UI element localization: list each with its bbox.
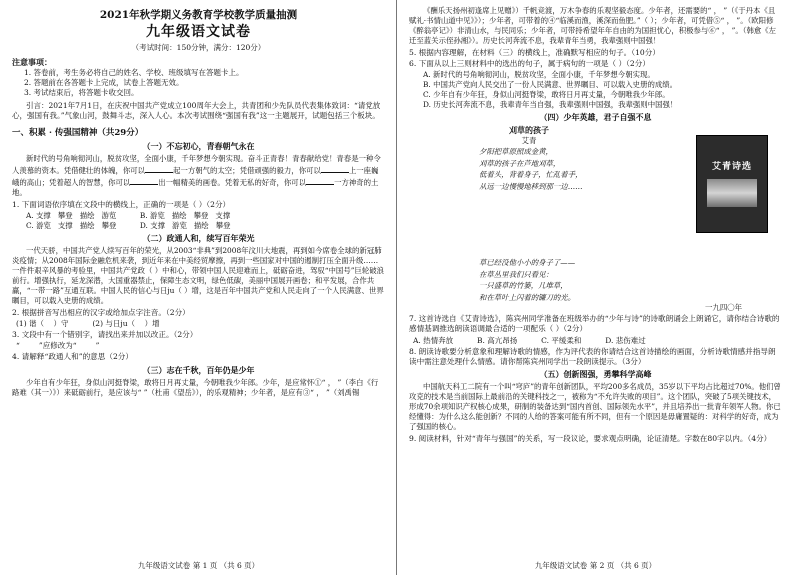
notice-item: 2. 答题前在各答题卡上完成，试卷上答题无效。 — [24, 78, 184, 88]
poem-line: 刈草的孩子在芦地刈草， — [479, 158, 561, 168]
poem-line: 和在草叶上闪着的镰刀的光。 — [479, 292, 576, 302]
question-9: 9. 阅读材料，针对“青年与强国”的关系，写一段议论，要求观点明确，论证清楚。字数在80字以内。（4分） — [409, 433, 772, 443]
section3-continued-text: 《酬乐天扬州初逢席上见赠》）千帆竞渡，万木争春的乐观坚毅态度。少年者，还需要的“ ， ”（《于丹本《且赋礼·书情山道中见》》）；少年者，可带着的④“临溪而渔，溪深而鱼肥。”（ ）；少年者，可凭借⑤“ ， ”。（欧阳修《醉翁亭记》）非清山水，与民同乐；少年者，可带持希望年年自由的为国担忧心，积极参与⑥“ ， ”。（韩愈《左迁至蓝关示侄孙湘》）。历史长河奔流不息，我辈青年当勇，我辈强则中国强！ — [409, 6, 777, 45]
question-3-fill: “ ”应修改为“ ” — [16, 341, 100, 351]
poem-date: 一九四〇年 — [705, 303, 742, 313]
page2-footer: 九年级语文试卷 第 2 页 （共 6 页） — [534, 560, 657, 570]
question-3: 3. 文段中有一个错别字，请找出来并加以改正。（2分） — [12, 330, 198, 340]
exam-info: （考试时间：150分钟，满分：120分） — [131, 43, 266, 53]
notice-heading: 注意事项： — [12, 57, 52, 68]
question-6-option-b: B. 中国共产党向人民交出了一份人民满意、世界瞩目、可以载入史册的成绩。 — [423, 80, 678, 90]
intro-paragraph: 引言：2021年7月1日，在庆祝中国共产党成立100周年大会上，共青团和少先队员代表集体致词：“请党放心，强国有我。”气象山河，鼓舞斗志，深入人心。本次考试围绕“强国有我”这一主题展开，试题包括三个板块。 — [12, 101, 381, 121]
section1-heading: （一）不忘初心，青春朝气永在 — [142, 141, 255, 152]
section5-text: 中国航天科工二院有一个叫“穹庐”的青年创新团队，平均200多名成员，35岁以下平均占比超过70%。他们曾攻克的技术是当前国际上最前沿的关键科技之一，被称为“不允许失败的项目”。这个团队，突破了5项关键技术，形成70余项知识产权核心成果，研制的装备达到“国内首创、国际领先水平”，并且培养出一批青年领军人物。你已经懂得：为什么这么能创新？不同的人给的答案可能有所不同，但有一个原因是毋庸置疑的：对科学的好奇，成为了强国的核心。 — [409, 381, 781, 431]
book-cover-image — [696, 135, 768, 233]
question-2: 2. 根据拼音写出相应的汉字或给加点字注音。（2分） — [12, 307, 190, 317]
question-7-options: A. 热情奔放 B. 高亢昂扬 C. 平缓柔和 D. 悲伤难过 — [413, 335, 646, 345]
section1-text: 新时代的号角响彻河山，脱贫攻坚，全面小康，千年梦想今朝实现。奋斗正青春！青春献给党！青春是一种令人羡慕的资本。凭借健壮的体魄，你可以 起一方朝气的太空；凭借顽强的毅力，你可以 上一座巍峨的高山；凭着超人的智慧，你可以 出一幅精美的画卷。凭着无私的好奇，你可以 一方神奇的土地。 — [12, 153, 381, 197]
section2-heading: （二）政通人和，续写百年荣光 — [142, 233, 255, 244]
question-1-options-row2: C. 游览 支撑 描绘 攀登 D. 支撑 游览 描绘 攀登 — [26, 221, 231, 231]
poem-line: 一只盛草的竹篓，几堆草， — [479, 281, 568, 291]
question-6-option-c: C. 少年自有少年狂，身似山河挺脊梁，敢将日月再丈量，今朝唯我少年郎。 — [423, 90, 670, 100]
question-1-options-row1: A. 支撑 攀登 描绘 游览 B. 游览 描绘 攀登 支撑 — [26, 211, 231, 221]
question-7: 7. 这首诗选自《艾青诗选》，陈宾州同学准备在班级举办的“少年与诗”的诗歌朗诵会上朗诵它，请你结合诗歌的感情基调推选朗读语调最合适的一项配乐（ ）（2分） — [409, 314, 780, 334]
section5-heading: （五）创新图强，勇攀科学高峰 — [539, 369, 652, 380]
poem-line: 夕阳把草原照成金黄， — [479, 147, 553, 157]
exam-subtitle: 九年级语文试卷 — [146, 24, 251, 41]
section3-text: 少年自有少年狂，身似山河挺脊梁，敢将日月再丈量，今朝唯我少年郎。少年，是应常怀①“ ， ”（李白《行路难（其一）》）来砥砺前行，是应该与“ ”（杜甫《望岳》），的乐观精神；少年者，是应有③“ ， ”（刘禹锡 — [12, 377, 379, 397]
question-1: 1. 下面词语依序填在文段中的横线上，正确的一项是（ ）（2分） — [12, 199, 231, 209]
poem-line: 草已经没他小小的身子了—— — [479, 258, 576, 268]
notice-item: 3. 考试结束后，将答题卡收交回。 — [24, 88, 139, 98]
section4-heading: （四）少年英雄，君子自强不息 — [539, 112, 652, 123]
page1-footer: 九年级语文试卷 第 1 页 （共 6 页） — [137, 560, 260, 570]
question-5: 5. 根据内容理解，在材料（三）的横线上，准确默写相应的句子。（10分） — [409, 47, 660, 57]
section3-heading: （三）志在千秋，百年仍是少年 — [142, 364, 255, 375]
book-cover-illustration — [707, 179, 757, 207]
poem-line: 在草丛里我们只看见： — [479, 269, 553, 279]
poem-line: 低着头，背着身子，忙乱着手， — [479, 170, 583, 180]
poem-author: 艾青 — [521, 135, 537, 145]
question-2-items: (1) 谐（ ）守 (2) 与日ju（ ）增 — [16, 318, 160, 328]
poem-title: 刈草的孩子 — [509, 125, 549, 136]
section2-text: 一代天骄，中国共产党人续写百年的荣光，从2003“非典”到2008年汶川大地震，再到如今席卷全球的新冠肺炎疫情；从2008年国际金融危机来袭，到近年来在中美经贸摩擦，再到一些国家对中国的遏制打压全面升级……一件件艰辛风暴的考验里，中国共产党政（ ）中和心，带领中国人民迎难而上，砥砺奋进，驾驭“中国号”巨轮破浪前行。增强执行，延龙深潜，大国重器禁止，保障生态文明，绿色低碳，美丽中国展开画卷；和平发展，合作共赢，“一带一路”互通互联。中国人民的信心与日ju（ ）增，这是百年中国共产党和人民走向了一个人民满意、世界瞩目，可以载入史册的成绩。 — [12, 245, 385, 305]
exam-page-2 — [397, 0, 794, 575]
question-4: 4. 请解释“政通人和”的意思（2分） — [12, 352, 133, 362]
question-6-option-a: A. 新时代的号角响彻河山，脱贫攻坚，全面小康，千年梦想今朝实现。 — [423, 70, 655, 80]
question-6-option-d: D. 历史长河奔流不息，我辈青年当自强，我辈强则中国强，我辈强则中国强！ — [423, 100, 678, 110]
poem-line: 从远一边慢慢地移到那一边…… — [479, 181, 583, 191]
poem-block — [409, 125, 782, 253]
question-8: 8. 朗读诗歌要分析意象和理解诗歌的情感，作为评代表的你请结合这首诗描绘的画面，分析诗歌情感并指导朗读中需注意处理什么情感。请你帮陈宾州同学出一段朗读提示。（3分） — [409, 346, 776, 366]
book-cover-title: 艾青诗选 — [711, 162, 752, 173]
part1-heading: 一、积累 · 传强国精神（共29分） — [12, 127, 144, 138]
question-6: 6. 下面从以上三则材料中的选出的句子，属于病句的一项是（ ）（2分） — [409, 59, 650, 69]
poem-stanza-2 — [409, 257, 782, 303]
notice-item: 1. 答卷前，考生务必将自己的姓名、学校、班级填写在答题卡上。 — [24, 67, 244, 77]
exam-title: 2021年秋学期义务教育学校教学质量抽测 — [99, 9, 298, 21]
